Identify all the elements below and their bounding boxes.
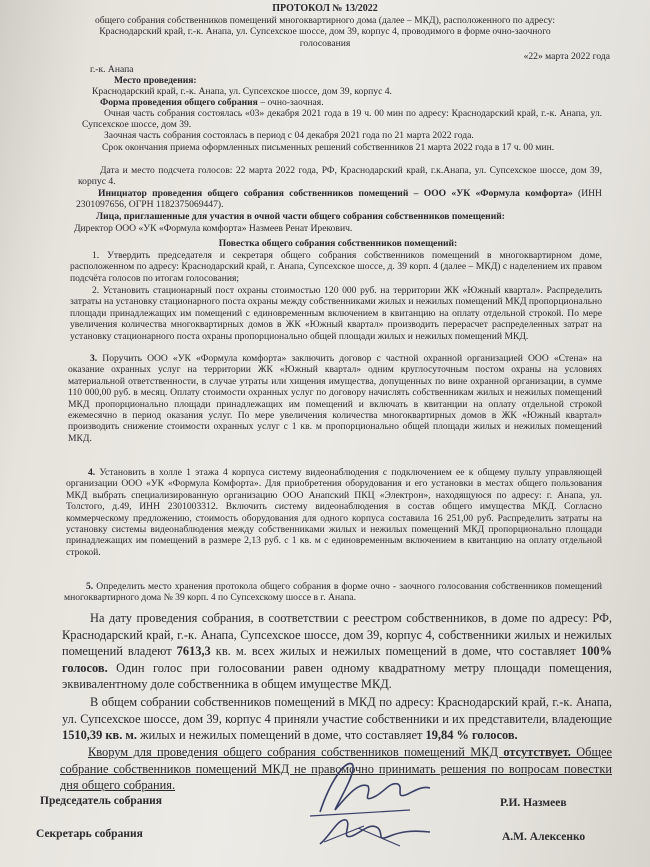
agenda-text-2: Установить стационарный пост охраны стоимостью 120 000 руб. на территории ЖК «Южный квартал». Распределить затраты на установку стационарного поста охраны между собственниками жилых и нежилых помещений МКД пропорционально площади принадлежащих им помещений с единовременным включением в квитанцию на оплату отдельной строкой. По мере увеличения количества многоквартирных домов в ЖК «Южный квартал» производить перерасчет распределенных затрат на установку стационарного поста охраны пропорционально общей площади жилых и нежилых помещений МКД. [70, 285, 602, 342]
chair-label: Председатель собрания [40, 795, 162, 807]
count-info: Дата и место подсчета голосов: 22 марта 2022 года, РФ, Краснодарский край, г.к.Анапа, ул. Супсехское шоссе, дом 39, корпус 4. [78, 165, 602, 188]
registry-text-a: На дату проведения собрания, в соответствии с реестром собственников, в доме по адресу: РФ, Краснодарский край, г.-к. Анапа, Супсехское шоссе, дом 39, корпус 4, собственники жилых и нежилых помещений владеют [62, 611, 612, 659]
extramural-info: Заочная часть собрания состоялась в период с 04 декабря 2021 года по 21 марта 2022 года. [104, 130, 474, 141]
agenda-item-1 [70, 250, 602, 284]
place-value: Краснодарский край, г.-к. Анапа, ул. Супсехское шоссе, дом 39, корпус 4. [92, 86, 392, 97]
quorum-text-c: Общее собрание собственников помещений МКД не правомочно принимать решения по вопросам повестки дня общего собрания. [60, 745, 613, 793]
chair-name: Р.И. Назмеев [500, 797, 567, 809]
agenda-text-3: Поручить ООО «УК «Формула комфорта» заключить договор с частной охранной организацией ООО «Стена» на оказание охранных услуг на территории ЖК «Южный квартал» одним круглосуточным постом охраны на условиях материальной ответственности, в случае утраты или хищения имущества, допущенных по вине охранной организации, в сумме 110 000,00 руб. в месяц. Оплату стоимости охранных услуг по договору начислять собственникам жилых и нежилых помещений МКД пропорционально площади принадлежащих им помещений и включать в квитанции на оплату отдельной строкой ежемесячно в период оказания услуг. По мере увеличения количества многоквартирных домов в ЖК «Южный квартал» производить снижение стоимости охранных услуг с 1 кв. м пропорционально общей площади жилых и нежилых помещений МКД. [68, 353, 602, 444]
agenda-num-4: 4. [88, 467, 96, 478]
participation-text-b: жилых и нежилых помещений в доме, что составляет [136, 728, 426, 743]
protocol-city: г.-к. Анапа [90, 64, 134, 75]
agenda-num-3: 3. [90, 353, 98, 364]
registry-text-b: кв. м. всех жилых и нежилых помещений в доме, что составляет [210, 644, 582, 659]
agenda-text-4: Установить в холле 1 этажа 4 корпуса систему видеонаблюдения с подключением ее к общему пульту управляющей организации ООО «УК «Формула Комфорта». Для приобретения оборудования и его установки в местах общего пользования МКД выбрать специализированную организацию ООО Анапский ПКЦ «Электрон», находящуюся по адресу: г. Анапа, ул. Толстого, д.49, ИНН 2301003312. Включить систему видеонаблюдения в состав общего имущества МКД. Согласно коммерческому предложению, стоимость оборудования для одного корпуса составила 16 251,00 руб. Распределить затраты на установку системы видеонаблюдения между собственниками жилых и нежилых помещений МКД пропорционально площади принадлежащих им помещений в размере 2,13 руб. с 1 кв. м с единовременным включением в квитанцию на оплату отдельной строкой. [66, 467, 602, 558]
quorum-text-a: Кворум для проведения общего собрания собственников помещений МКД [88, 745, 504, 759]
agenda-num-2: 2. [92, 285, 100, 296]
registry-paragraph [62, 610, 612, 693]
initiator-ids: (ИНН 2301097656, ОГРН 1182375069447). [76, 188, 602, 211]
agenda-item-2 [70, 285, 602, 342]
participation-paragraph [62, 694, 612, 744]
agenda-title: Повестка общего собрания собственников помещений: [218, 238, 458, 249]
secretary-label: Секретарь собрания [36, 828, 143, 840]
protocol-date: «22» марта 2022 года [523, 51, 610, 62]
intramural-info: Очная часть собрания состоялась «03» декабря 2021 года в 19 ч. 00 мин по адресу: Краснодарский край, г.-к. Анапа, ул. Супсехское шоссе, дом 39. [82, 108, 602, 131]
secretary-name: А.М. Алексенко [502, 831, 586, 843]
secretary-signature [300, 806, 450, 856]
agenda-item-3 [68, 353, 602, 444]
participation-percent: 19,84 % голосов. [425, 728, 518, 743]
form-line [100, 97, 610, 108]
form-value: – очно-заочная. [257, 97, 324, 108]
agenda-text-1: Утвердить председателя и секретаря общего собрания собственников помещений в многоквартирном доме, расположенном по адресу: Краснодарский край, г. Анапа, Супсехское шоссе, д. 39 корп. 4 (далее – МКД) с наделением их правом подсчёта голосов по итогам голосования; [70, 250, 602, 284]
place-label: Место проведения: [114, 75, 197, 86]
initiator-label: Инициатор проведения общего собрания собственников помещений [98, 188, 409, 199]
protocol-title: ПРОТОКОЛ № 13/2022 [272, 3, 378, 14]
form-label: Форма проведения общего собрания [100, 97, 258, 108]
agenda-num-1: 1. [92, 250, 100, 261]
protocol-subtitle: общего собрания собственников помещений многоквартирного дома (далее – МКД), расположенного по адресу: Краснодарский край, г.-к. Анапа, ул. Супсехское шоссе, дом 39, корпус 4, проводимого в форме очно-заочного голосования [94, 15, 555, 49]
participation-text-a: В общем собрании собственников помещений в МКД по адресу: Краснодарский край, г.-к. Анапа, ул. Супсехское шоссе, дом 39, корпус 4 приняли участие собственники и их представители, владеющие [62, 695, 612, 726]
agenda-item-5 [64, 581, 602, 604]
agenda-num-5: 5. [86, 581, 94, 592]
invited-label: Лица, приглашенные для участия в очной части общего собрания собственников помещений: [96, 211, 505, 222]
deadline-info: Срок окончания приема оформленных письменных решений собственников 21 марта 2022 года в 17 ч. 00 мин. [102, 142, 555, 153]
initiator-value: – ООО «УК «Формула комфорта» [408, 188, 573, 199]
registry-text-c: Один голос при голосовании равен одному квадратному метру площади помещения, эквивалентному доле собственника в общем имуществе МКД. [62, 660, 612, 692]
quorum-status: отсутствует. [503, 745, 571, 759]
initiator-line [76, 188, 602, 211]
registry-total-percent: 100% голосов. [62, 644, 612, 675]
registry-total-area: 7613,3 [176, 644, 211, 659]
invited-value: Директор ООО «УК «Формула комфорта» Назмеев Ренат Ирекович. [74, 223, 353, 234]
agenda-text-5: Определить место хранения протокола общего собрания в форме очно - заочного голосования собственников помещений многоквартирного дома № 39 корп. 4 по Супсехскому шоссе в г. Анапа. [64, 581, 603, 604]
participation-area: 1510,39 кв. м. [62, 728, 137, 743]
agenda-item-4 [66, 467, 602, 558]
